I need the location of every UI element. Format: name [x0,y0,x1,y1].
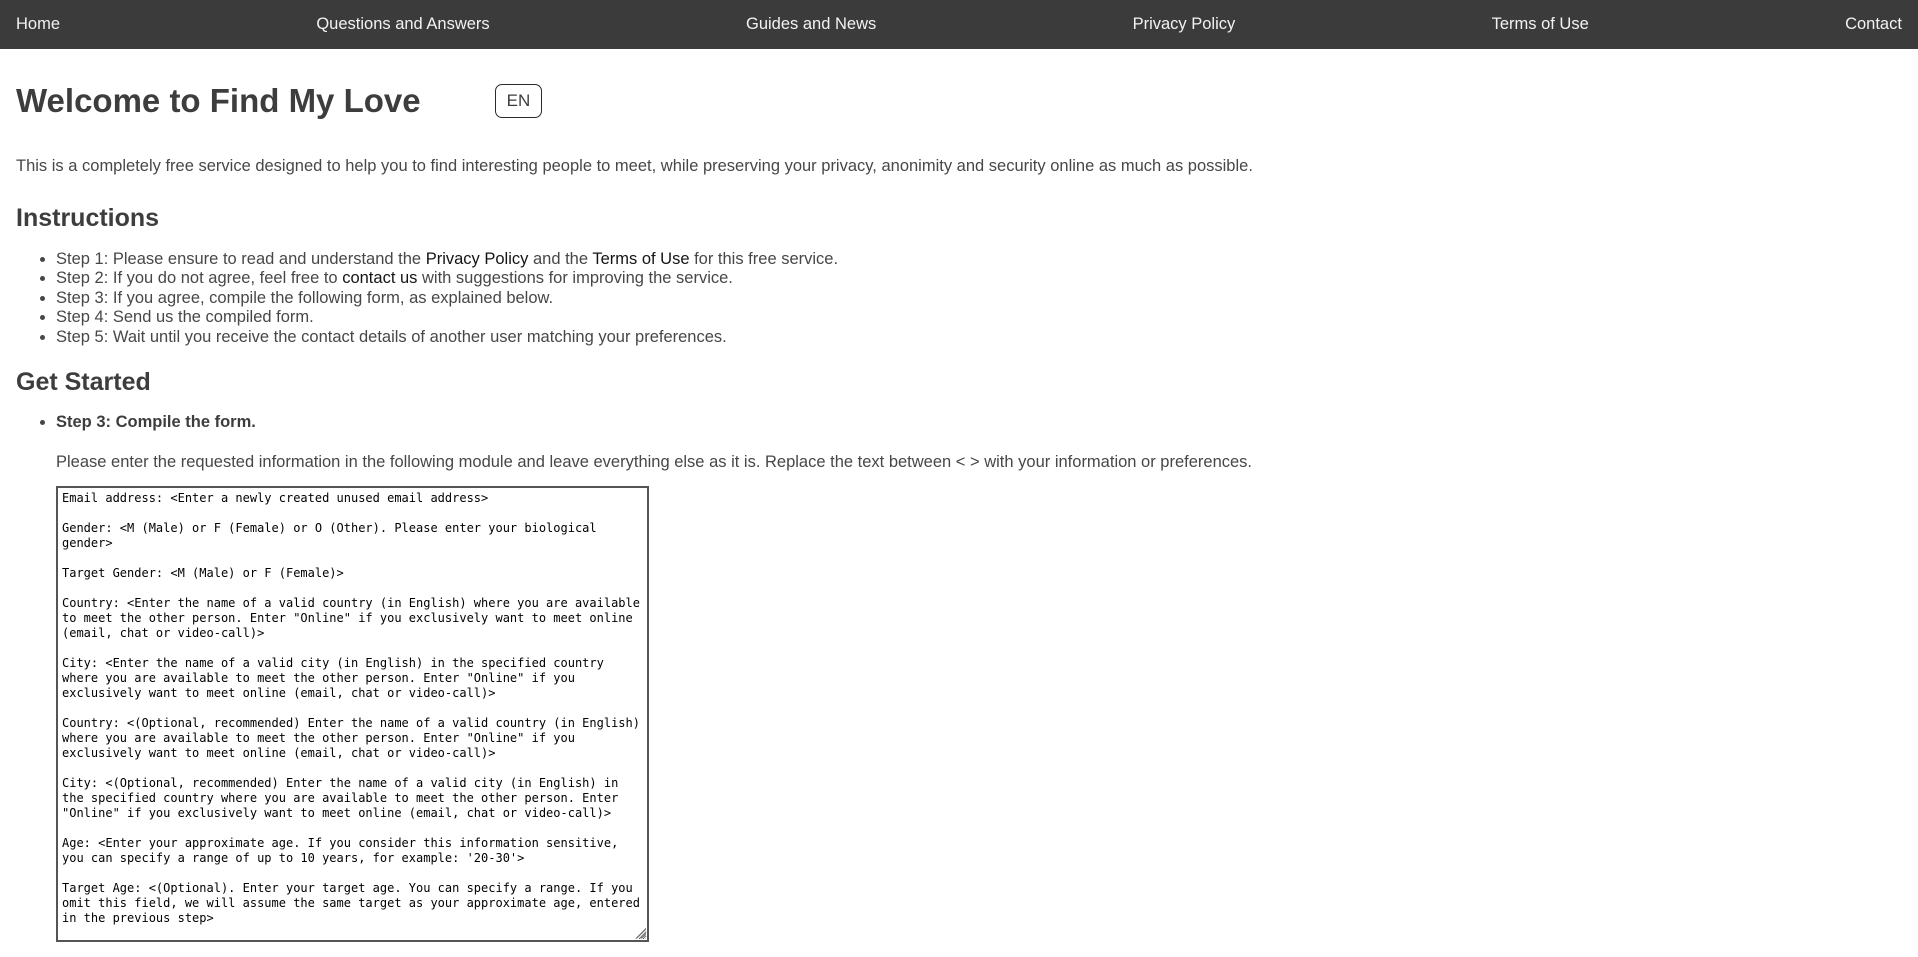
instructions-heading: Instructions [16,203,160,232]
step1-text-3: for this free service. [689,249,839,268]
form-description: Please enter the requested information in the following module and leave everything else as it is. Replace the text between < > with your information or preferences. [56,452,1253,471]
step1-text-1: Step 1: Please ensure to read and understand the [56,249,426,268]
intro-text: This is a completely free service designed to help you to find interesting people to meet, while preserving your privacy, anonimity and security online as much as possible. [16,157,1253,175]
get-started-heading: Get Started [16,368,151,397]
nav-item-contact[interactable]: Contact [1845,15,1902,33]
get-started-list [16,413,1902,941]
instruction-step-5: • Step 5: Wait until you receive the contact details of another user matching your preferences. [56,328,1902,348]
instruction-step-4: • Step 4: Send us the compiled form. [56,308,1902,328]
step1-text-2: and the [528,249,593,268]
compile-form-step-title: Step 3: Compile the form. [56,413,256,432]
step2-text-2: with suggestions for improving the service. [417,269,733,288]
nav-item-privacy-policy[interactable]: Privacy Policy [1132,15,1236,33]
instructions-list [16,250,1902,348]
nav-item-guides-and-news[interactable]: Guides and News [746,15,877,33]
language-selector-button[interactable]: EN [495,84,543,118]
terms-of-use-link[interactable]: Terms of Use [592,249,690,268]
top-nav [0,0,1918,49]
compile-form-step [56,413,1902,941]
title-row [16,81,1902,121]
privacy-policy-link[interactable]: Privacy Policy [425,249,529,268]
contact-us-link[interactable]: contact us [342,269,418,288]
profile-form-textarea[interactable] [56,486,649,942]
instruction-step-3: • Step 3: If you agree, compile the following form, as explained below. [56,289,1902,309]
instruction-step-2 [56,269,1902,289]
nav-item-questions-and-answers[interactable]: Questions and Answers [316,15,490,33]
nav-item-terms-of-use[interactable]: Terms of Use [1491,15,1589,33]
page-content [0,81,1918,942]
nav-item-home[interactable]: Home [16,15,61,33]
page-title: Welcome to Find My Love [16,82,421,119]
form-textarea-wrapper [56,486,649,942]
step2-text-1: Step 2: If you do not agree, feel free to [56,269,343,288]
instruction-step-1 [56,250,1902,270]
